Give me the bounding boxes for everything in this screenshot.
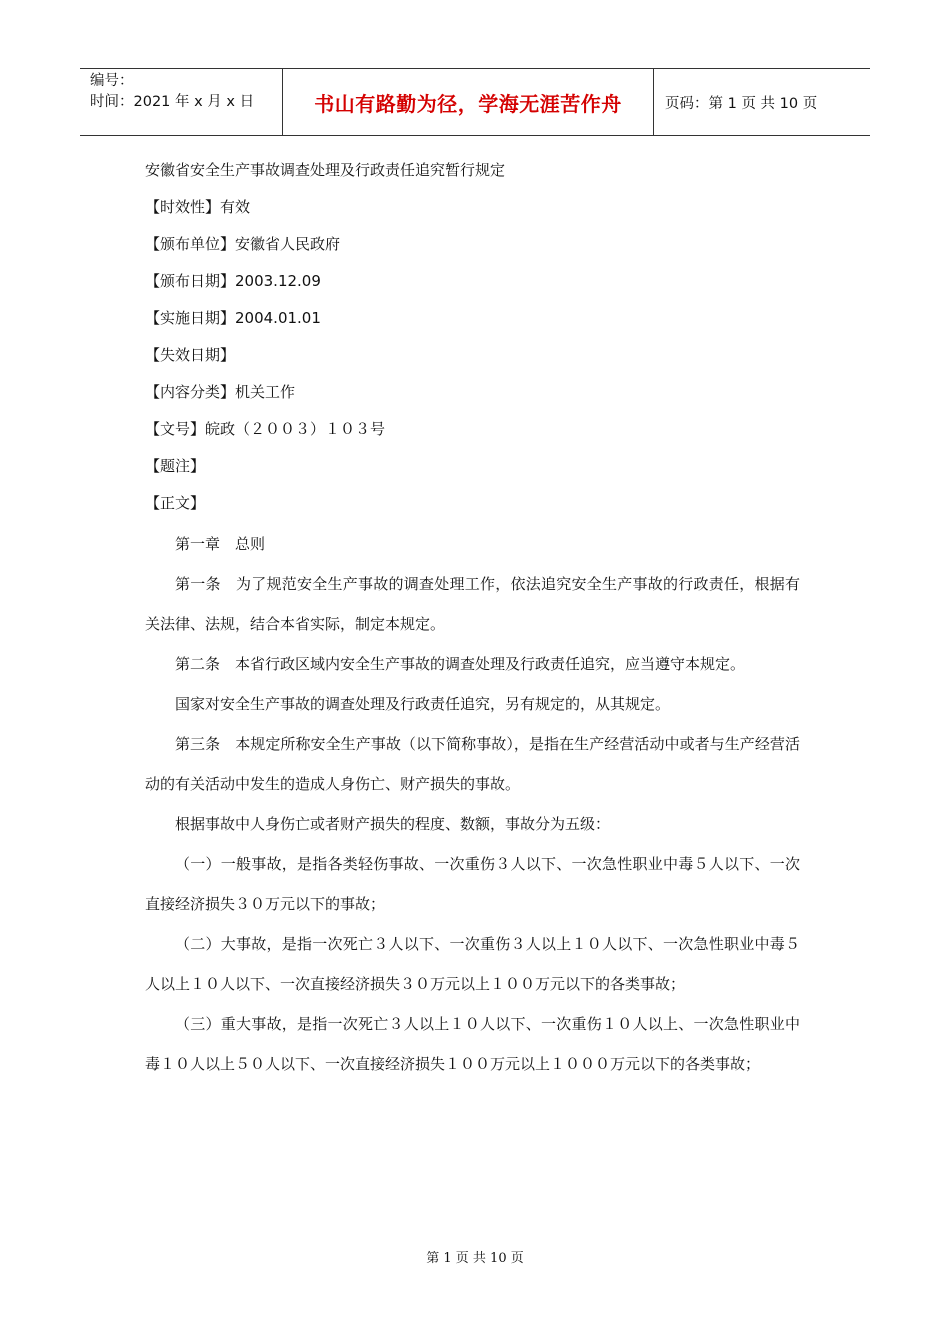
document-body: [145, 152, 800, 1084]
level-1-item: （一）一般事故，是指各类轻伤事故、一次重伤３人以下、一次急性职业中毒５人以下、一次直接经济损失３０万元以下的事故；: [145, 855, 800, 913]
meta-effective-date: 【实施日期】2004.01.01: [145, 309, 321, 327]
meta-category: 【内容分类】机关工作: [145, 383, 296, 401]
meta-body-label: 【正文】: [145, 494, 206, 512]
header-motto: 书山有路勤为径，学海无涯苦作舟: [282, 69, 654, 135]
meta-doc-number: 【文号】皖政（２００３）１０３号: [145, 420, 386, 438]
page-footer: 第 1 页 共 10 页: [426, 1251, 524, 1266]
date-label: 时间：2021 年 x 月 x 日: [90, 94, 255, 110]
page-header: [80, 68, 870, 136]
level-3-item: （三）重大事故，是指一次死亡３人以上１０人以下、一次重伤１０人以上、一次急性职业中毒１０人以上５０人以下、一次直接经济损失１００万元以上１０００万元以下的各类事故；: [145, 1015, 800, 1073]
document-title: 安徽省安全生产事故调查处理及行政责任追究暂行规定: [145, 161, 506, 179]
chapter-heading: 第一章 总则: [175, 535, 266, 553]
article-3: 第三条 本规定所称安全生产事故（以下简称事故），是指在生产经营活动中或者与生产经营活动的有关活动中发生的造成人身伤亡、财产损失的事故。: [145, 735, 800, 793]
article-2-clause: 国家对安全生产事故的调查处理及行政责任追究，另有规定的，从其规定。: [175, 695, 671, 713]
header-info: [90, 71, 280, 113]
meta-issuer: 【颁布单位】安徽省人民政府: [145, 235, 341, 253]
code-label: 编号：: [90, 73, 134, 89]
meta-issue-date: 【颁布日期】2003.12.09: [145, 272, 321, 290]
header-page-info: 页码：第 1 页 共 10 页: [665, 95, 818, 112]
level-2-item: （二）大事故，是指一次死亡３人以下、一次重伤３人以上１０人以下、一次急性职业中毒５人以上１０人以下、一次直接经济损失３０万元以上１００万元以下的各类事故；: [145, 935, 800, 993]
article-1: 第一条 为了规范安全生产事故的调查处理工作，依法追究安全生产事故的行政责任，根据有关法律、法规，结合本省实际，制定本规定。: [145, 575, 800, 633]
meta-note: 【题注】: [145, 457, 206, 475]
article-3-levels-intro: 根据事故中人身伤亡或者财产损失的程度、数额，事故分为五级：: [175, 815, 611, 833]
meta-validity: 【时效性】有效: [145, 198, 251, 216]
meta-expiry-date: 【失效日期】: [145, 346, 236, 364]
article-2: 第二条 本省行政区域内安全生产事故的调查处理及行政责任追究，应当遵守本规定。: [175, 655, 746, 673]
